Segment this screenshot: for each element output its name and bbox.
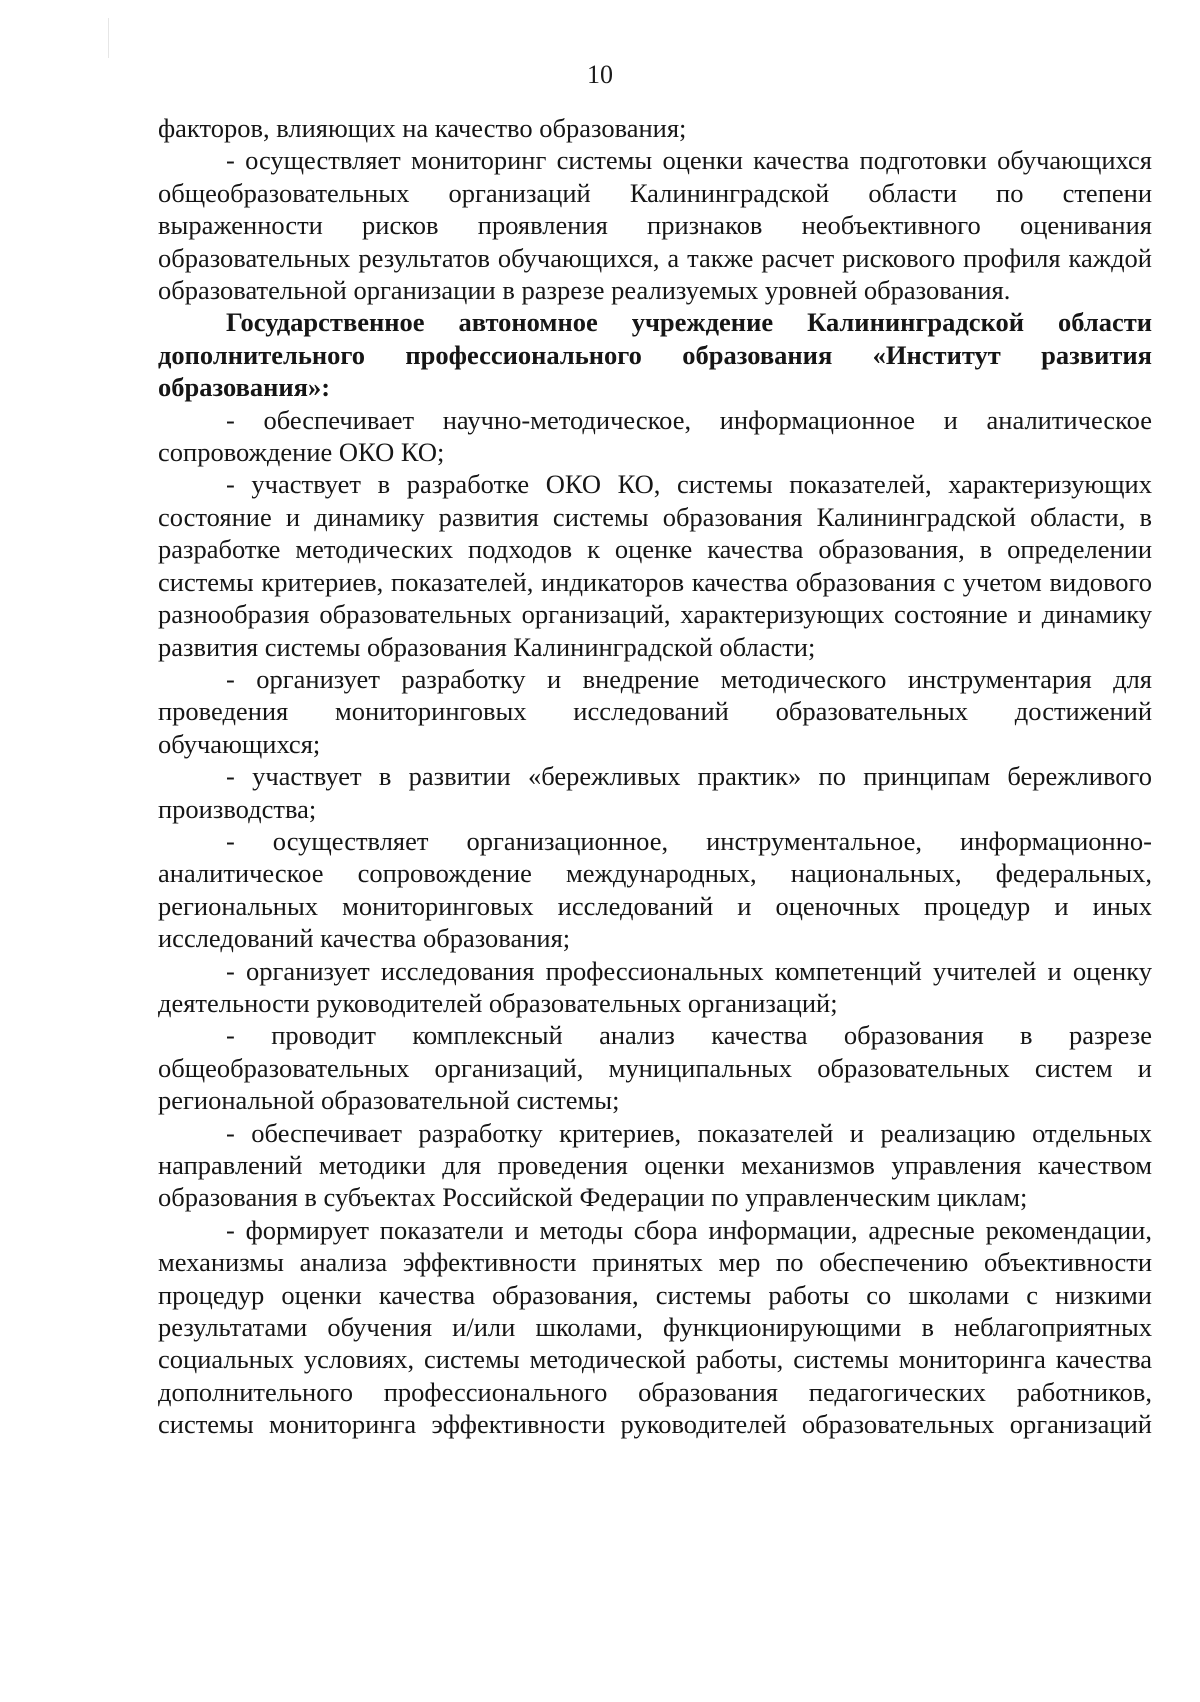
list-item-criteria: - обеспечивает разработку критериев, показателей и реализацию отдельных направлений методики для проведения оценки механизмов управления качеством образования в субъектах Российской Федерации по управленческим циклам; [158,1117,1152,1213]
list-item-lean-practices: - участвует в развитии «бережливых практик» по принципам бережливого производства; [158,761,1152,824]
list-item-complex-analysis: - проводит комплексный анализ качества образования в разрезе общеобразовательных организаций, муниципальных образовательных систем и региональной образовательной системы; [158,1020,1152,1116]
list-item-development: - участвует в разработке ОКО КО, системы показателей, характеризующих состояние и динамику развития системы образования Калининградской области, в разработке методических подходов к оценке качества образования, в определении системы критериев, показателей, индикаторов качества образования с учетом видового разнообразия образовательных организаций, характеризующих состояние и динамику развития системы образования Калининградской области; [158,469,1152,662]
paragraph-monitoring: - осуществляет мониторинг системы оценки качества подготовки обучающихся общеобразовательных организаций Калининградской области по степени выраженности рисков проявления признаков необъективного оценивания образовательных результатов обучающихся, а также расчет рискового профиля каждой образовательной организации в разрезе реализуемых уровней образования. [158,145,1152,306]
list-item-research-support: - осуществляет организационное, инструментальное, информационно-аналитическое сопровождение международных, национальных, федеральных, региональных мониторинговых исследований и оценочных процедур и иных исследований качества образования; [158,825,1152,954]
list-item-competence-research: - организует исследования профессиональных компетенций учителей и оценку деятельности руководителей образовательных организаций; [158,955,1152,1018]
scan-artifact [108,18,109,58]
document-body [158,112,1152,1441]
list-item-toolkit: - организует разработку и внедрение методического инструментария для проведения мониторинговых исследований образовательных достижений обучающихся; [158,663,1152,759]
section-heading-institute: Государственное автономное учреждение Калининградской области дополнительного профессионального образования «Институт развития образования»: [158,307,1152,403]
list-item-indicators: - формирует показатели и методы сбора информации, адресные рекомендации, механизмы анализа эффективности принятых мер по обеспечению объективности процедур оценки качества образования, системы работы со школами с низкими результатами обучения и/или школами, функционирующими в неблагоприятных социальных условиях, системы методической работы, системы мониторинга качества дополнительного профессионального образования педагогических работников, системы мониторинга эффективности руководителей образовательных организаций [158,1214,1152,1440]
paragraph-continuation: факторов, влияющих на качество образования; [158,113,687,143]
page-number: 10 [587,60,613,89]
list-item-support: - обеспечивает научно-методическое, информационное и аналитическое сопровождение ОКО КО; [158,404,1152,468]
